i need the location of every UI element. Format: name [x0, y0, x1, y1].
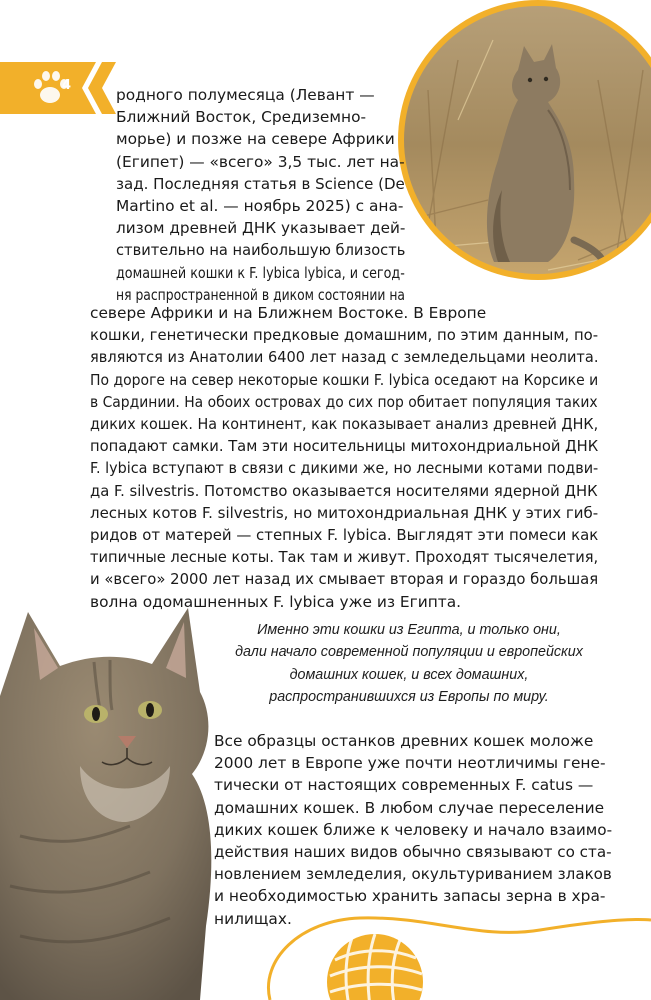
text-line: ствительно на наибольшую близость	[116, 241, 406, 260]
paragraph-2	[90, 302, 598, 613]
quote-line: домашних кошек, и всех домашних,	[289, 666, 529, 683]
text-line: домашней кошки к F. lybica lybica, и сегод-	[116, 263, 405, 282]
text-line: и необходимостью хранить запасы зерна в хра-	[214, 887, 606, 906]
text-line: тически от настоящих современных F. catus —	[214, 776, 594, 795]
text-line: волна одомашненных F. lybica уже из Египта.	[90, 592, 462, 611]
text-line: севере Африки и на Ближнем Востоке. В Европе	[90, 304, 487, 322]
text-line: кошки, генетически предковые домашним, по этим данным, по-	[90, 326, 599, 345]
yarn-ball-decoration	[240, 900, 651, 1000]
text-line: типичные лесные коты. Так там и живут. Проходят тысячелетия,	[90, 548, 599, 567]
quote-line: распространившихся из Европы по миру.	[269, 689, 549, 706]
text-line: в Сардинии. На обоих островах до сих пор обитает популяция таких	[90, 392, 598, 411]
text-line: попадают самки. Там эти носительницы митохондриальной ДНК	[90, 437, 599, 456]
paragraph-1	[116, 84, 405, 306]
text-line: (Египет) — «всего» 3,5 тыс. лет на-	[116, 152, 405, 171]
text-line: да F. silvestris. Потомство оказывается носителями ядерной ДНК	[90, 481, 598, 500]
text-line: лесных котов F. silvestris, но митохондриальная ДНК у этих гиб-	[90, 503, 599, 522]
page-number: 4	[62, 78, 72, 93]
text-line: лизом древней ДНК указывает дей-	[116, 219, 406, 238]
text-line: нилищах.	[214, 909, 292, 928]
text-line: действия наших видов обычно связывают со ста-	[214, 843, 612, 862]
text-line: родного полумесяца (Левант —	[116, 86, 375, 104]
text-line: 2000 лет в Европе уже почти неотличимы гене-	[214, 754, 606, 773]
text-line: и «всего» 2000 лет назад их смывает вторая и гораздо большая	[90, 570, 599, 589]
text-line: зад. Последняя статья в Science (De	[116, 174, 405, 193]
text-line: морье) и позже на севере Африки	[116, 130, 395, 149]
pull-quote	[226, 619, 592, 709]
text-line: диких кошек. На континент, как показывает анализ древней ДНК,	[90, 415, 599, 434]
text-line: Martino et al. — ноябрь 2025) с ана-	[116, 197, 404, 216]
quote-line: дали начало современной популяции и европейских	[235, 644, 583, 661]
text-line: домашних кошек. В любом случае переселение	[214, 798, 605, 817]
text-line: Все образцы останков древних кошек моложе	[214, 732, 594, 750]
text-line: являются из Анатолии 6400 лет назад с земледельцами неолита.	[90, 348, 599, 367]
yarn-ball-icon	[327, 934, 423, 1000]
text-line: Ближний Восток, Средиземно-	[116, 108, 367, 127]
text-line: По дороге на север некоторые кошки F. lybica оседают на Корсике и	[90, 370, 599, 389]
text-line: новлением земледелия, окультуриванием злаков	[214, 865, 612, 884]
text-line: F. lybica вступают в связи с дикими же, но лесными котами подви-	[90, 459, 599, 478]
text-line: ня распространенной в диком состоянии на	[116, 285, 405, 304]
text-line: диких кошек ближе к человеку и начало взаимо-	[214, 820, 613, 839]
quote-line: Именно эти кошки из Египта, и только они,	[257, 622, 561, 638]
forest-cat-photo	[0, 606, 215, 1000]
wildcat-photo	[398, 0, 651, 290]
text-line: ридов от матерей — степных F. lybica. Выглядят эти помеси как	[90, 526, 599, 545]
